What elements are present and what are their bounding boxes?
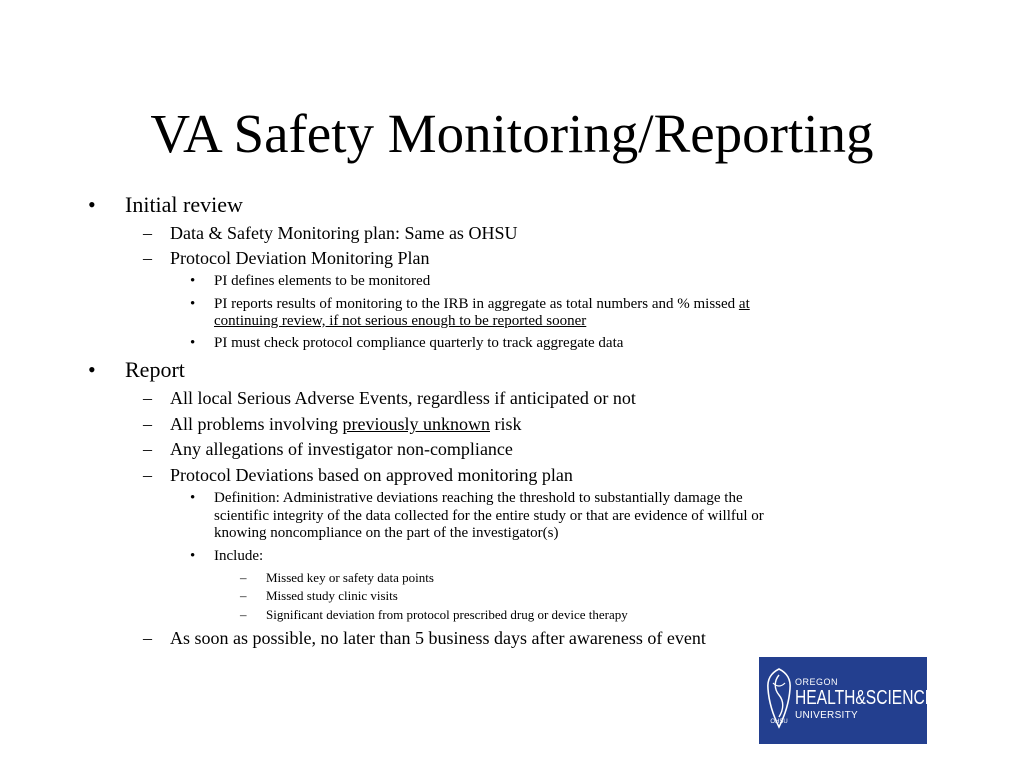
dash-marker: – xyxy=(143,248,152,268)
report-problems-text: All problems involving xyxy=(170,414,343,434)
include-deviation-therapy: Significant deviation from protocol prescribed drug or device therapy xyxy=(266,607,628,622)
shield-label: OHSU xyxy=(770,719,788,725)
pdm-item-report-underline: at xyxy=(738,296,750,312)
report-heading: Report xyxy=(125,357,185,382)
bullet-marker: • xyxy=(190,335,196,351)
include-missed-data: Missed key or safety data points xyxy=(266,570,434,585)
pdm-plan-item: Protocol Deviation Monitoring Plan xyxy=(170,248,430,268)
report-deviations-item: Protocol Deviations based on approved monitoring plan xyxy=(170,465,573,485)
bullet-marker: • xyxy=(190,490,196,506)
definition-line-3: knowing noncompliance on the part of the investigator(s) xyxy=(214,525,559,541)
bullet-marker: • xyxy=(190,273,196,289)
report-problems-underline: previously unknown xyxy=(342,414,490,434)
bullet-marker: • xyxy=(88,357,96,382)
pdm-item-report-continued: continuing review, if not serious enough to be reported sooner xyxy=(214,313,587,329)
dash-marker: – xyxy=(143,439,152,459)
pdm-item-check: PI must check protocol compliance quarterly to track aggregate data xyxy=(214,335,624,351)
dash-marker: – xyxy=(143,223,152,243)
dash-marker: – xyxy=(143,388,152,408)
include-item: Include: xyxy=(214,548,264,564)
ohsu-shield-icon xyxy=(765,665,793,735)
logo-line-oregon: OREGON xyxy=(795,677,839,687)
dsm-plan-item: Data & Safety Monitoring plan: Same as OHSU xyxy=(170,223,518,243)
definition-line-1: Definition: Administrative deviations reaching the threshold to substantially damage the xyxy=(214,490,743,506)
initial-review-heading: Initial review xyxy=(125,192,243,217)
dash-marker: – xyxy=(143,414,152,434)
logo-line-university: UNIVERSITY xyxy=(795,710,859,721)
include-missed-visits: Missed study clinic visits xyxy=(266,588,398,603)
dash-marker: – xyxy=(143,465,152,485)
definition-line-2: scientific integrity of the data collected for the entire study or that are evidence of willful or xyxy=(214,508,764,524)
bullet-marker: • xyxy=(190,548,196,564)
dash-marker: – xyxy=(240,607,247,622)
ohsu-logo xyxy=(759,657,936,744)
dash-marker: – xyxy=(143,628,152,648)
dash-marker: – xyxy=(240,570,247,585)
bullet-marker: • xyxy=(88,192,96,217)
report-sae-item: All local Serious Adverse Events, regardless if anticipated or not xyxy=(170,388,636,408)
report-timing-item: As soon as possible, no later than 5 business days after awareness of event xyxy=(170,628,706,648)
dash-marker: – xyxy=(240,588,247,603)
report-problems-item xyxy=(170,414,522,434)
report-allegations-item: Any allegations of investigator non-compliance xyxy=(170,439,513,459)
pdm-item-define: PI defines elements to be monitored xyxy=(214,273,431,289)
slide-title: VA Safety Monitoring/Reporting xyxy=(150,103,874,164)
report-problems-tail: risk xyxy=(490,414,522,434)
logo-line-health-science: HEALTH&SCIENCE xyxy=(795,687,936,709)
bullet-marker: • xyxy=(190,296,196,312)
pdm-item-report-text: PI reports results of monitoring to the IRB in aggregate as total numbers and % missed xyxy=(214,296,739,312)
pdm-item-report xyxy=(214,296,750,313)
